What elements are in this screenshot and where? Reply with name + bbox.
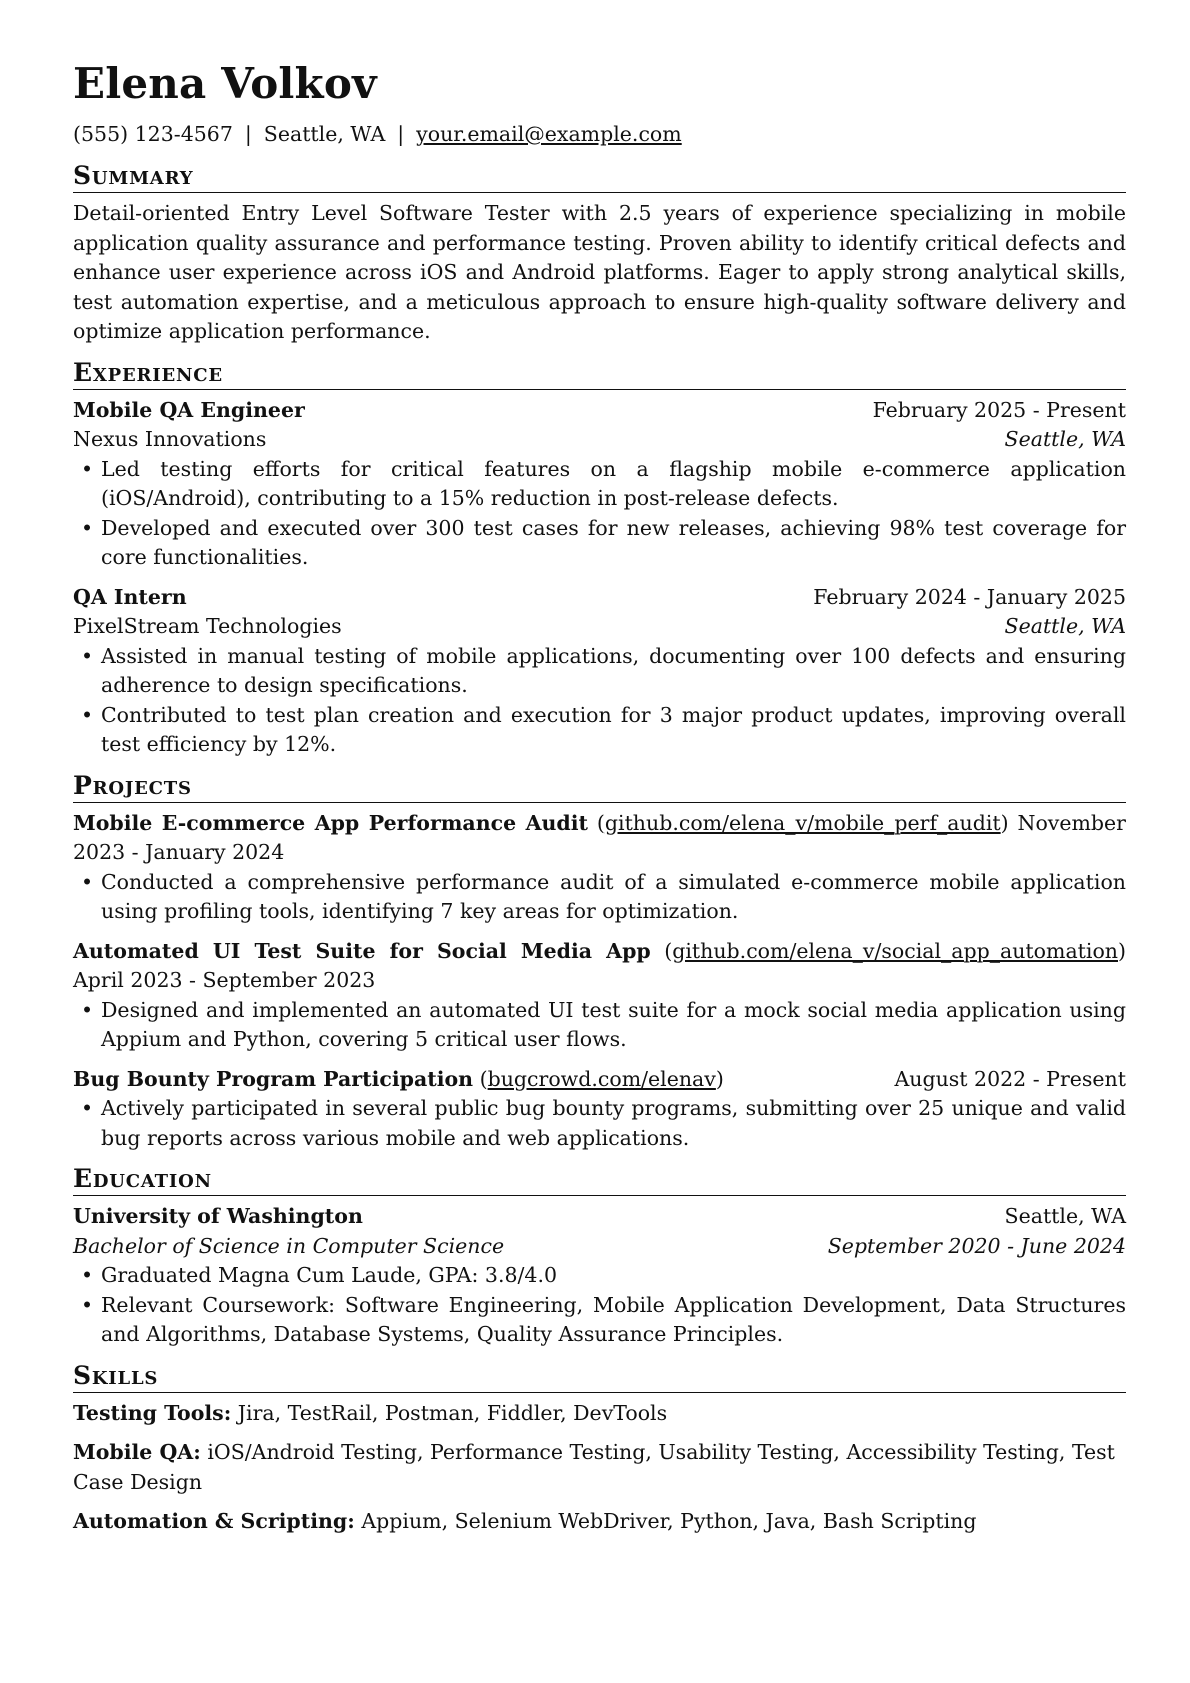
section-title-experience: Experience <box>73 359 1126 390</box>
section-title-summary: Summary <box>73 162 1126 193</box>
bullet-item: • Conducted a comprehensive performance audit of a simulated e-commerce mobile application using profiling tools, identifying 7 key areas for optimization. <box>81 869 1126 923</box>
bullet-icon: • <box>81 515 94 540</box>
project-dates: April 2023 - September 2023 <box>73 968 376 992</box>
skill-value: iOS/Android Testing, Performance Testing, Usability Testing, Accessibility Testing, Test Case Design <box>73 1440 1115 1494</box>
project-name: Bug Bounty Program Participation <box>73 1066 474 1091</box>
job-title: Mobile QA Engineer <box>73 397 305 422</box>
company-name: PixelStream Technologies <box>73 614 342 638</box>
bullet-icon: • <box>81 869 94 894</box>
job-location: Seattle, WA <box>1004 614 1126 638</box>
bullet-item: • Actively participated in several public bug bounty programs, submitting over 25 unique and valid bug reports across various mobile and web applications. <box>81 1096 1126 1150</box>
project-entry: Bug Bounty Program Participation (bugcrowd.com/elenav) August 2022 - Present • Actively participated in several public bug bounty programs, submitting over 25 unique and valid bug reports across various mobile and web applications. <box>73 1065 1126 1154</box>
bullet-item: • Graduated Magna Cum Laude, GPA: 3.8/4.0 <box>73 1261 1126 1291</box>
company-name: Nexus Innovations <box>73 427 267 451</box>
skills-section <box>73 1362 1126 1537</box>
bullet-icon: • <box>81 1263 94 1287</box>
bullet-item: • Relevant Coursework: Software Engineering, Mobile Application Development, Data Structures and Algorithms, Database Systems, Quality Assurance Principles. <box>81 1292 1126 1346</box>
education-dates: September 2020 - June 2024 <box>827 1233 1126 1258</box>
project-entry: Automated UI Test Suite for Social Media App (github.com/elena_v/social_app_automation) April 2023 - September 2023 • Designed and implemented an automated UI test suite for a mock social media application using Appium and Python, covering 5 critical user flows. <box>73 937 1126 1055</box>
skill-label: Testing Tools: <box>73 1400 232 1425</box>
school-name: University of Washington <box>73 1204 363 1228</box>
project-link[interactable]: github.com/elena_v/social_app_automation <box>672 938 1118 963</box>
bullet-icon: • <box>81 456 94 481</box>
skill-value: Jira, TestRail, Postman, Fiddler, DevTools <box>237 1400 668 1425</box>
skill-line <box>73 1507 1126 1537</box>
school-location: Seattle, WA <box>1004 1204 1126 1228</box>
resume-page <box>73 58 1126 1549</box>
job-title: QA Intern <box>73 584 187 609</box>
job-location: Seattle, WA <box>1004 427 1126 451</box>
email-link[interactable]: your.email@example.com <box>416 122 682 146</box>
skill-label: Mobile QA: <box>73 1440 201 1464</box>
section-title-projects: Projects <box>73 772 1126 803</box>
project-link[interactable]: bugcrowd.com/elenav <box>487 1066 716 1091</box>
bullet-icon: • <box>81 643 94 668</box>
bullet-item: • Designed and implemented an automated UI test suite for a mock social media application using Appium and Python, covering 5 critical user flows. <box>81 997 1126 1051</box>
job-dates: February 2024 - January 2025 <box>813 584 1126 609</box>
summary-text: Detail-oriented Entry Level Software Tester with 2.5 years of experience specializing in mobile application quality assurance and performance testing. Proven ability to identify critical defects and enhance user experience across iOS and Android platforms. Eager to apply strong analytical skills, test automation expertise, and a meticulous approach to ensure high-quality software delivery and optimize application performance. <box>73 201 1126 343</box>
project-dates: November 2023 - January 2024 <box>73 810 1126 864</box>
bullet-item: • Developed and executed over 300 test cases for new releases, achieving 98% test coverage for core functionalities. <box>81 515 1126 569</box>
section-title-skills: Skills <box>73 1362 1126 1393</box>
bullet-item: • Led testing efforts for critical features on a flagship mobile e-commerce application (iOS/Android), contributing to a 15% reduction in post-release defects. <box>81 456 1126 510</box>
contact-separator: | <box>244 122 252 146</box>
project-dates: August 2022 - Present <box>894 1066 1126 1091</box>
contact-separator: | <box>397 122 405 146</box>
experience-section <box>73 359 1126 760</box>
education-section <box>73 1165 1126 1350</box>
project-name: Mobile E-commerce App Performance Audit <box>73 810 589 835</box>
experience-entry <box>73 396 1126 573</box>
projects-section <box>73 772 1126 1154</box>
summary-section <box>73 162 1126 347</box>
job-dates: February 2025 - Present <box>872 397 1126 422</box>
bullet-icon: • <box>81 702 94 727</box>
skill-label: Automation & Scripting: <box>73 1509 355 1533</box>
project-link[interactable]: github.com/elena_v/mobile_perf_audit <box>604 810 1001 835</box>
project-name: Automated UI Test Suite for Social Media App <box>73 938 651 963</box>
candidate-name: Elena Volkov <box>73 59 377 108</box>
bullet-item: • Assisted in manual testing of mobile applications, documenting over 100 defects and ensuring adherence to design specifications. <box>81 643 1126 697</box>
skill-line <box>73 1438 1126 1497</box>
bullet-icon: • <box>81 1292 94 1317</box>
project-entry: Mobile E-commerce App Performance Audit (github.com/elena_v/mobile_perf_audit) November 2023 - January 2024 • Conducted a comprehensive performance audit of a simulated e-commerce mobile application using profiling tools, identifying 7 key areas for optimization. <box>73 809 1126 927</box>
bullet-icon: • <box>81 997 94 1022</box>
bullet-icon: • <box>81 1096 94 1120</box>
bullet-item: • Contributed to test plan creation and execution for 3 major product updates, improving overall test efficiency by 12%. <box>81 702 1126 756</box>
experience-entry <box>73 583 1126 760</box>
skill-value: Appium, Selenium WebDriver, Python, Java, Bash Scripting <box>361 1509 977 1533</box>
section-title-education: Education <box>73 1165 1126 1196</box>
skill-line <box>73 1399 1126 1429</box>
degree-name: Bachelor of Science in Computer Science <box>73 1233 505 1258</box>
phone-text: (555) 123-4567 <box>73 122 233 146</box>
location-text: Seattle, WA <box>263 122 386 146</box>
contact-line <box>73 120 1126 148</box>
